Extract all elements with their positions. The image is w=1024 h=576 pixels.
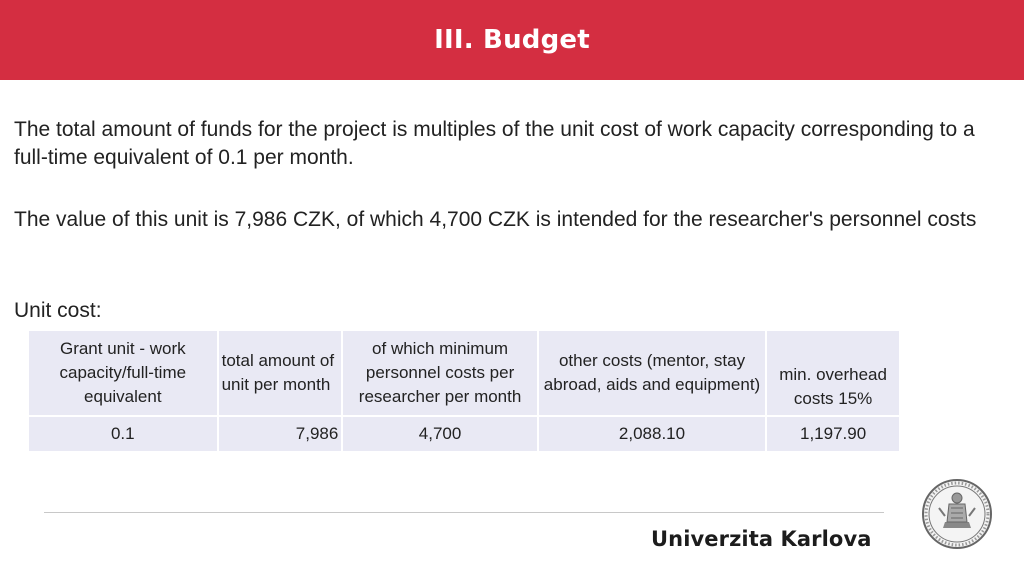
unit-cost-table	[27, 329, 901, 453]
table-header-row	[28, 330, 900, 416]
header-cell-total-amount: total amount of unit per month	[218, 330, 343, 416]
header-cell-other-costs: other costs (mentor, stay abroad, aids and equipment)	[538, 330, 766, 416]
value-cell-overhead: 1,197.90	[766, 416, 900, 452]
header-cell-overhead: min. overhead costs 15%	[766, 330, 900, 416]
unit-value-paragraph: The value of this unit is 7,986 CZK, of which 4,700 CZK is intended for the researcher's personnel costs	[14, 208, 977, 231]
university-name: Univerzita Karlova	[651, 527, 872, 551]
unit-cost-label: Unit cost:	[14, 299, 102, 322]
header-cell-grant-unit: Grant unit - work capacity/full-time equivalent	[28, 330, 218, 416]
value-cell-personnel-costs: 4,700	[342, 416, 538, 452]
table-row	[28, 416, 900, 452]
footer-divider	[44, 512, 884, 513]
value-cell-other-costs: 2,088.10	[538, 416, 766, 452]
value-cell-grant-unit: 0.1	[28, 416, 218, 452]
university-seal-icon	[921, 478, 993, 550]
value-cell-total-amount: 7,986	[218, 416, 343, 452]
intro-paragraph: The total amount of funds for the project is multiples of the unit cost of work capacity corresponding to a full-time equivalent of 0.1 per month.	[14, 118, 975, 169]
slide-title: III. Budget	[434, 25, 590, 55]
title-banner	[0, 0, 1024, 80]
header-cell-personnel-costs: of which minimum personnel costs per researcher per month	[342, 330, 538, 416]
